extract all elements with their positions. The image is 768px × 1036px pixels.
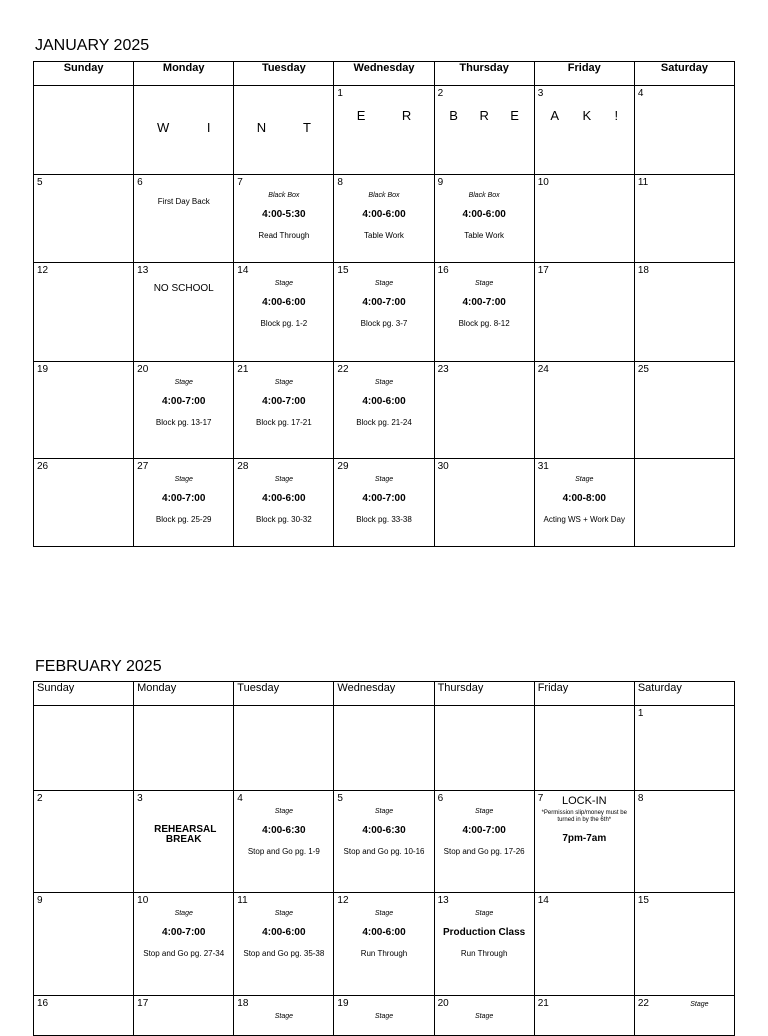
day-cell [434,86,534,175]
day-number: 1 [337,88,343,99]
day-number: 8 [337,177,343,188]
event-note: Block pg. 21-24 [356,418,412,427]
event-note: Block pg. 8-12 [458,319,510,328]
day-number: 22 [337,364,349,375]
event-location: Black Box [468,192,500,199]
break-letter: N [256,120,267,135]
day-number: 7 [237,177,243,188]
break-letter: E [356,108,366,123]
day-number: 20 [137,364,149,375]
day-number: 23 [437,364,449,375]
day-cell [134,175,234,263]
weekday-thursday: Thursday [434,62,534,86]
day-cell-empty [134,706,234,791]
day-number: 30 [437,461,449,472]
event-time: 4:00-8:00 [562,493,606,504]
event-time: 4:00-7:00 [362,297,406,308]
day-cell [634,791,734,893]
day-number: 14 [537,895,549,906]
week-row [34,706,735,791]
day-number: 2 [37,793,43,804]
event-note: Stop and Go pg. 27-34 [143,949,225,958]
day-cell [234,791,334,893]
day-cell [134,263,234,362]
day-number: 19 [337,998,349,1009]
day-number: 2 [437,88,444,99]
day-cell [534,175,634,263]
break-letter: A [550,108,560,123]
event-note: Read Through [258,231,310,240]
event-location: Stage [374,910,394,917]
week-row [34,175,735,263]
day-number: 7 [537,793,544,804]
event-location: Stage [274,910,293,917]
event-location: Stage [690,1001,709,1008]
day-number: 11 [237,895,248,906]
event-time: Production Class [443,927,526,938]
day-cell [534,263,634,362]
event-location: Stage [374,1013,394,1020]
event-title: REHEARSAL BREAK [154,824,217,845]
event-time: 4:00-7:00 [162,927,206,938]
day-number: 16 [437,265,449,276]
day-number: 25 [637,364,649,375]
event-time: 4:00-7:00 [462,297,506,308]
event-time: 7pm-7am [562,833,607,845]
week-row [34,996,735,1036]
day-cell-empty [134,86,234,175]
weekday-header-row [34,682,735,706]
day-cell [234,996,334,1036]
day-number: 24 [537,364,549,375]
event-location: Stage [575,476,594,483]
day-number: 31 [537,461,549,472]
event-location: Black Box [368,192,400,199]
day-cell [234,362,334,459]
day-number: 19 [37,364,49,375]
event-note: Stop and Go pg. 1-9 [247,847,320,856]
event-time: 4:00-6:00 [362,209,406,220]
event-note: Stop and Go pg. 10-16 [343,847,425,856]
day-cell [234,263,334,362]
day-number: 5 [37,177,43,188]
day-number: 9 [437,177,444,188]
weekday-saturday: Saturday [634,62,734,86]
day-cell [134,791,234,893]
day-cell [34,893,134,996]
day-number: 18 [237,998,249,1009]
event-note: Block pg. 17-21 [256,418,312,427]
event-location: Stage [174,476,193,483]
day-number: 6 [137,177,143,188]
break-letter: T [303,120,311,135]
day-number: 13 [437,895,449,906]
event-location: Stage [374,808,394,815]
day-cell-empty [34,86,134,175]
event-note: Run Through [360,949,408,958]
event-title: LOCK-IN [561,795,607,807]
day-cell [434,175,534,263]
day-cell [334,791,434,893]
event-location: Stage [474,808,494,815]
day-cell-empty [334,706,434,791]
day-cell [134,893,234,996]
event-time: 4:00-6:00 [262,493,306,504]
event-time: 4:00-6:00 [262,927,306,938]
day-cell [234,893,334,996]
week-row [34,263,735,362]
weekday-monday: Monday [134,62,234,86]
day-number: 27 [137,461,149,472]
event-note: Block pg. 13-17 [155,418,212,427]
day-cell [34,175,134,263]
day-cell [534,459,634,547]
weekday-header-row [34,62,735,86]
break-letter: R [401,108,412,123]
event-location: Stage [474,910,494,917]
break-letter: W [156,120,170,135]
event-note: Run Through [460,949,508,958]
event-note: Block pg. 1-2 [260,319,308,328]
event-fine-print: *Permission slip/money must be turned in by the 6th* [541,810,627,823]
day-cell-empty [434,706,534,791]
day-number: 15 [337,265,349,276]
day-cell [434,263,534,362]
day-number: 28 [237,461,249,472]
event-location: Stage [274,280,293,287]
weekday-tuesday: Tuesday [234,62,334,86]
weekday-friday: Friday [534,682,634,706]
event-location: Stage [274,808,293,815]
event-location: Stage [174,379,193,386]
day-cell [634,996,734,1036]
day-cell [34,263,134,362]
day-cell [134,996,234,1036]
event-location: Stage [274,1013,293,1020]
day-cell [634,175,734,263]
day-cell [234,459,334,547]
day-cell [634,263,734,362]
day-number: 5 [337,793,343,804]
weekday-wednesday: Wednesday [334,62,434,86]
break-letter: I [206,120,211,135]
day-cell [434,893,534,996]
day-number: 10 [137,895,149,906]
day-number: 12 [37,265,49,276]
day-cell [634,86,734,175]
event-time: 4:00-6:00 [362,927,406,938]
day-cell [334,263,434,362]
break-letter: E [510,108,519,123]
break-letter: ! [614,108,619,123]
week-row [34,362,735,459]
event-note: Block pg. 25-29 [155,515,212,524]
event-location: Stage [474,1013,494,1020]
day-number: 20 [437,998,449,1009]
event-note: NO SCHOOL [153,283,214,294]
break-letter: R [479,108,489,123]
day-cell [334,893,434,996]
break-letter: B [449,108,458,123]
weekday-wednesday: Wednesday [334,682,434,706]
february-calendar [33,681,735,1036]
day-cell [534,86,634,175]
day-cell [34,459,134,547]
weekday-saturday: Saturday [634,682,734,706]
event-location: Stage [274,476,293,483]
day-cell [534,791,634,893]
day-cell [34,996,134,1036]
day-number: 8 [637,793,644,804]
event-note: Table Work [464,231,505,240]
event-time: 4:00-5:30 [262,209,306,220]
day-cell [334,996,434,1036]
week-row [34,86,735,175]
event-note: Table Work [364,231,404,240]
day-number: 17 [537,265,549,276]
day-number: 10 [537,177,549,188]
weekday-tuesday: Tuesday [234,682,334,706]
event-note: Stop and Go pg. 35-38 [243,949,325,958]
day-number: 29 [337,461,349,472]
event-note: Block pg. 33-38 [356,515,412,524]
day-number: 26 [37,461,49,472]
event-time: 4:00-6:00 [462,209,506,220]
event-note: Acting WS + Work Day [543,515,625,524]
event-location: Stage [374,379,394,386]
day-cell [534,893,634,996]
day-cell [434,996,534,1036]
break-letter: K [582,108,592,123]
day-number: 11 [637,177,649,188]
event-location: Stage [474,280,494,287]
day-cell [434,791,534,893]
event-location: Stage [274,379,293,386]
day-cell [34,791,134,893]
event-location: Stage [174,910,193,917]
day-number: 14 [237,265,249,276]
event-time: 4:00-7:00 [162,396,206,407]
weekday-friday: Friday [534,62,634,86]
event-note: Block pg. 3-7 [360,319,408,328]
week-row [34,459,735,547]
day-number: 6 [437,793,444,804]
day-cell [134,362,234,459]
weekday-sunday: Sunday [34,682,134,706]
day-cell [434,459,534,547]
day-number: 18 [637,265,649,276]
day-cell [634,706,734,791]
day-number: 9 [37,895,43,906]
week-row [34,791,735,893]
event-time: 4:00-6:30 [362,825,406,836]
january-calendar [33,61,735,547]
event-location: Stage [374,280,394,287]
day-number: 4 [237,793,243,804]
day-cell-empty [234,706,334,791]
day-cell-empty [534,706,634,791]
weekday-sunday: Sunday [34,62,134,86]
day-number: 3 [137,793,143,804]
day-cell-empty [34,706,134,791]
day-number: 16 [37,998,49,1009]
day-number: 15 [637,895,649,906]
week-row [34,893,735,996]
day-number: 3 [537,88,544,99]
january-title: JANUARY 2025 [35,37,150,54]
day-number: 21 [537,998,549,1009]
event-note: Stop and Go pg. 17-26 [443,847,525,856]
day-number: 22 [637,998,649,1009]
event-time: 4:00-6:00 [362,396,406,407]
day-number: 1 [637,708,644,719]
event-time: 4:00-7:00 [462,825,506,836]
day-cell [334,175,434,263]
day-cell [634,362,734,459]
day-cell [334,362,434,459]
event-time: 4:00-7:00 [362,493,406,504]
day-number: 4 [637,88,644,99]
weekday-thursday: Thursday [434,682,534,706]
day-cell [534,362,634,459]
event-time: 4:00-6:00 [262,297,306,308]
day-cell [634,893,734,996]
day-number: 13 [137,265,149,276]
day-cell [234,175,334,263]
day-cell [34,362,134,459]
weekday-monday: Monday [134,682,234,706]
day-cell [534,996,634,1036]
event-location: Stage [374,476,394,483]
day-cell [334,459,434,547]
event-location: Black Box [268,192,300,199]
event-time: 4:00-7:00 [262,396,306,407]
day-cell [334,86,434,175]
day-cell-empty [634,459,734,547]
event-note: First Day Back [157,197,210,206]
day-cell [134,459,234,547]
day-cell [434,362,534,459]
february-title: FEBRUARY 2025 [35,658,162,675]
day-number: 17 [137,998,149,1009]
event-time: 4:00-6:30 [262,825,306,836]
event-note: Block pg. 30-32 [256,515,312,524]
event-time: 4:00-7:00 [162,493,206,504]
day-number: 21 [237,364,249,375]
day-cell-empty [234,86,334,175]
day-number: 12 [337,895,349,906]
